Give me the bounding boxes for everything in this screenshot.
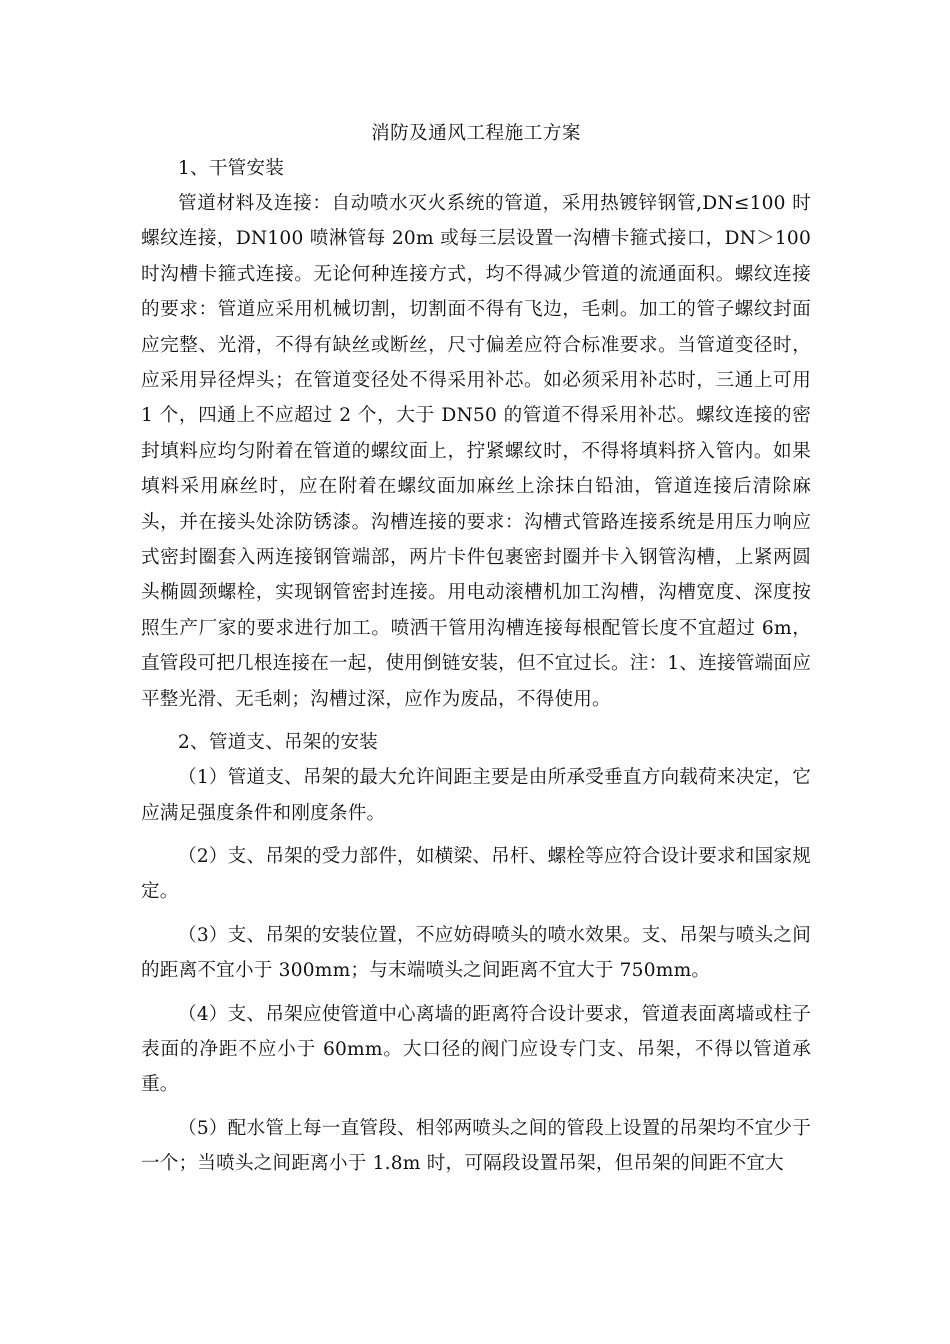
paragraph-pipe-material-connection: 管道材料及连接：自动喷水灭火系统的管道，采用热镀锌钢管,DN≤100 时螺纹连接，DN100 喷淋管每 20m 或每三层设置一沟槽卡箍式接口，DN＞100 时沟槽卡箍式连接。无论何种连接方式，均不得减少管道的流通面积。螺纹连接的要求：管道应采用机械切割，切割面不得有飞边，毛刺。加工的管子螺纹封面应完整、光滑，不得有缺丝或断丝，尺寸偏差应符合标准要求。当管道变径时，应采用异径焊头；在管道变径处不得采用补芯。如必须采用补芯时，三通上可用 1 个，四通上不应超过 2 个，大于 DN50 的管道不得采用补芯。螺纹连接的密封填料应均匀附着在管道的螺纹面上，拧紧螺纹时，不得将填料挤入管内。如果填料采用麻丝时，应在附着在螺纹面加麻丝上涂抹白铅油，管道连接后清除麻头，并在接头处涂防锈漆。沟槽连接的要求：沟槽式管路连接系统是用压力响应式密封圈套入两连接钢管端部，两片卡件包裹密封圈并卡入钢管沟槽，上紧两圆头椭圆颈螺栓，实现钢管密封连接。用电动滚槽机加工沟槽，沟槽宽度、深度按照生产厂家的要求进行加工。喷洒干管用沟槽连接每根配管长度不宜超过 6m，直管段可把几根连接在一起，使用倒链安装，但不宜过长。注：1、连接管端面应平整光滑、无毛刺；沟槽过深，应作为废品，不得使用。 [141,193,811,710]
paragraph-item-3: （3）支、吊架的安装位置，不应妨碍喷头的喷水效果。支、吊架与喷头之间的距离不宜小于 300mm；与末端喷头之间距离不宜大于 750mm。 [141,924,811,982]
paragraph-item-4: （4）支、吊架应使管道中心离墙的距离符合设计要求，管道表面离墙或柱子表面的净距不应小于 60mm。大口径的阀门应设专门支、吊架，不得以管道承重。 [141,1003,811,1096]
section-heading-trunk-pipe: 1、干管安装 [178,158,284,179]
paragraph-item-1: （1）管道支、吊架的最大允许间距主要是由所承受垂直方向载荷来决定，它应满足强度条件和刚度条件。 [141,767,811,824]
section-heading-supports-hangers: 2、管道支、吊架的安装 [178,732,378,754]
document-content [141,116,811,1182]
document-title: 消防及通风工程施工方案 [370,123,582,144]
paragraph-item-2: （2）支、吊架的受力部件，如横梁、吊杆、螺栓等应符合设计要求和国家规定。 [141,845,811,903]
paragraph-item-5: （5）配水管上每一直管段、相邻两喷头之间的管段上设置的吊架均不宜少于一个；当喷头之间距离小于 1.8m 时，可隔段设置吊架，但吊架的间距不宜大 [141,1117,811,1175]
